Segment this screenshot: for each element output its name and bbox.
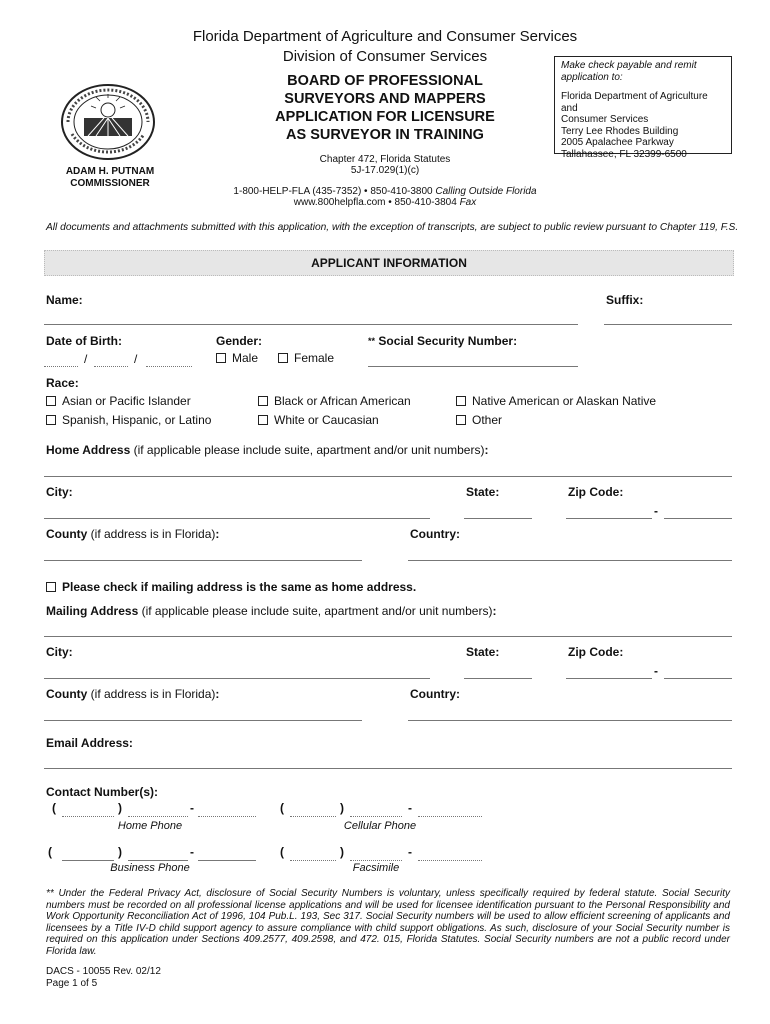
race-option[interactable] [46, 413, 211, 427]
home-address-label [46, 443, 488, 457]
colon: : [484, 443, 489, 457]
title-line: APPLICATION FOR LICENSURE [275, 109, 495, 125]
division-name: Division of Consumer Services [282, 48, 488, 65]
name-field[interactable] [44, 324, 578, 325]
cell-phone-prefix-field[interactable] [350, 816, 402, 817]
title-line: SURVEYORS AND MAPPERS [284, 91, 486, 107]
city-field[interactable] [44, 518, 430, 519]
commissioner-block [40, 166, 180, 190]
county-label [46, 527, 219, 541]
page-number: Page 1 of 5 [46, 978, 98, 989]
mailing-state-field[interactable] [464, 678, 532, 679]
county-note: (if address is in Florida) [90, 527, 216, 541]
email-label: Email Address: [46, 736, 133, 750]
male-label: Male [232, 351, 259, 365]
colon: : [492, 604, 497, 618]
phone-note: Calling Outside Florida [435, 186, 537, 197]
race-option-label: White or Caucasian [274, 413, 379, 427]
mailing-country-field[interactable] [408, 720, 732, 721]
race-option[interactable] [46, 394, 191, 408]
zip-field[interactable] [566, 518, 652, 519]
paren-open: ( [48, 845, 52, 859]
mailing-same-checkbox[interactable] [46, 582, 56, 592]
gender-male-option[interactable] [216, 351, 258, 365]
title-line: AS SURVEYOR IN TRAINING [286, 127, 484, 143]
home-phone-line-field[interactable] [198, 816, 256, 817]
form-title [240, 72, 530, 144]
payment-instructions-box [554, 56, 732, 160]
web-fax-line [180, 197, 590, 208]
county-label-bold: County [46, 687, 88, 701]
payment-address-line: Tallahassee, FL 32399-6500 [561, 148, 687, 160]
race-checkbox[interactable] [258, 415, 268, 425]
mailing-address-label-bold: Mailing Address [46, 604, 139, 618]
section-applicant-information: APPLICANT INFORMATION [44, 250, 734, 276]
statute-rule: 5J-17.029(1)(c) [350, 165, 420, 176]
ssn-label [368, 334, 517, 348]
home-phone-area-field[interactable] [62, 816, 114, 817]
dob-separator: / [134, 352, 138, 366]
commissioner-title: COMMISSIONER [70, 178, 150, 189]
website-fax: www.800helpfla.com • 850-410-3804 [293, 197, 457, 208]
mailing-address-note: (if applicable please include suite, apartment and/or unit numbers) [141, 604, 493, 618]
home-phone-prefix-field[interactable] [128, 816, 188, 817]
paren-open: ( [280, 845, 284, 859]
commissioner-name: ADAM H. PUTNAM [65, 166, 155, 177]
fax-note: Fax [459, 197, 477, 208]
dash: - [408, 801, 412, 815]
paren-close: ) [118, 801, 122, 815]
city-label: City: [46, 485, 73, 499]
home-phone-caption: Home Phone [117, 820, 183, 832]
mailing-city-label: City: [46, 645, 73, 659]
dash: - [190, 845, 194, 859]
suffix-field[interactable] [604, 324, 732, 325]
race-checkbox[interactable] [46, 415, 56, 425]
suffix-label: Suffix: [606, 293, 644, 307]
payment-address-line: Terry Lee Rhodes Building [561, 125, 679, 137]
paren-open: ( [280, 801, 284, 815]
cell-phone-area-field[interactable] [290, 816, 336, 817]
race-label: Race: [46, 376, 79, 390]
race-option-label: Asian or Pacific Islander [62, 394, 191, 408]
payment-intro: application to: [561, 71, 623, 83]
mailing-address-field[interactable] [44, 636, 732, 637]
cell-phone-caption: Cellular Phone [343, 820, 417, 832]
dash: - [190, 801, 194, 815]
ssn-footnote-mark: ** [368, 336, 376, 346]
dob-separator: / [84, 352, 88, 366]
dob-day-field[interactable] [94, 366, 128, 367]
zip-ext-field[interactable] [664, 518, 732, 519]
email-field[interactable] [44, 768, 732, 769]
paren-close: ) [118, 845, 122, 859]
race-checkbox[interactable] [46, 396, 56, 406]
race-checkbox[interactable] [456, 396, 466, 406]
race-option[interactable] [456, 394, 656, 408]
phone-line [180, 186, 590, 197]
fax-caption: Facsimile [352, 862, 400, 874]
zip-dash: - [654, 504, 658, 518]
form-id: DACS - 10055 Rev. 02/12 [46, 966, 161, 977]
privacy-footnote: ** Under the Federal Privacy Act, disclosure of Social Security Numbers is voluntary, unless specifically required by federal statute. Social Security numbers must be recorded on all professional license applications and will be used for licensee identification pursuant to the Personal Responsibility and Work Opportunity Reconciliation Act of 1996, 104 Pub.L. 193, Sec 317. Social Security numbers will be used to allow efficient screening of applicants and licensees by a Title IV-D child support agency to assure compliance with child support obligations. As such, disclosure of your Social Security number is required on this application under Sections 409.2577, 409.2598, and 472. 015, Florida Statutes. Social Security numbers are not a public record under Florida law. [46, 888, 730, 957]
state-label: State: [466, 485, 500, 499]
mailing-zip-label: Zip Code: [568, 645, 624, 659]
business-phone-line-field[interactable] [198, 860, 256, 861]
zip-label: Zip Code: [568, 485, 624, 499]
race-option[interactable] [258, 413, 379, 427]
country-label: Country: [410, 527, 460, 541]
contact-label: Contact Number(s): [46, 785, 159, 799]
mailing-county-field[interactable] [44, 720, 362, 721]
mailing-zip-ext-field[interactable] [664, 678, 732, 679]
ssn-field[interactable] [368, 366, 578, 367]
county-note: (if address is in Florida) [90, 687, 216, 701]
mailing-zip-dash: - [654, 664, 658, 678]
mailing-state-label: State: [466, 645, 500, 659]
gender-label: Gender: [216, 334, 263, 348]
business-phone-area-field[interactable] [62, 860, 114, 861]
department-name: Florida Department of Agriculture and Consumer Services [192, 28, 578, 45]
fax-area-field[interactable] [290, 860, 336, 861]
title-line: BOARD OF PROFESSIONAL [287, 73, 483, 89]
male-checkbox[interactable] [216, 353, 226, 363]
mailing-zip-field[interactable] [566, 678, 652, 679]
paren-close: ) [340, 801, 344, 815]
public-review-notice: All documents and attachments submitted with this application, with the exception of transcripts, are subject to public review pursuant to Chapter 119, F.S. [46, 222, 739, 233]
county-field[interactable] [44, 560, 362, 561]
paren-close: ) [340, 845, 344, 859]
race-checkbox[interactable] [456, 415, 466, 425]
mailing-same-label: Please check if mailing address is the same as home address. [62, 580, 417, 594]
dob-label: Date of Birth: [46, 334, 122, 348]
business-phone-caption: Business Phone [110, 862, 190, 874]
state-field[interactable] [464, 518, 532, 519]
payment-address-line: Florida Department of Agriculture and [561, 91, 708, 114]
payment-address-line: Consumer Services [561, 114, 649, 125]
fax-line-field[interactable] [418, 860, 482, 861]
colon: : [215, 527, 220, 541]
ssn-label-text: Social Security Number: [378, 334, 518, 348]
colon: : [215, 687, 220, 701]
race-option-label: Spanish, Hispanic, or Latino [62, 413, 212, 427]
phone-numbers: 1-800-HELP-FLA (435-7352) • 850-410-3800 [233, 186, 433, 197]
fax-prefix-field[interactable] [350, 860, 402, 861]
dob-year-field[interactable] [146, 366, 192, 367]
mailing-same-option[interactable] [46, 580, 416, 594]
race-option-label: Native American or Alaskan Native [472, 394, 657, 408]
home-address-label-bold: Home Address [46, 443, 131, 457]
mailing-country-label: Country: [410, 687, 460, 701]
home-address-note: (if applicable please include suite, apartment and/or unit numbers) [133, 443, 485, 457]
mailing-city-field[interactable] [44, 678, 430, 679]
paren-open: ( [52, 801, 56, 815]
statute-chapter: Chapter 472, Florida Statutes [319, 154, 451, 165]
race-option-label: Black or African American [274, 394, 411, 408]
name-label: Name: [46, 293, 83, 307]
business-phone-prefix-field[interactable] [128, 860, 188, 861]
dash: - [408, 845, 412, 859]
country-field[interactable] [408, 560, 732, 561]
gender-female-option[interactable] [278, 351, 334, 365]
race-option[interactable] [258, 394, 411, 408]
race-option[interactable] [456, 413, 502, 427]
payment-intro: Make check payable and remit [561, 60, 697, 71]
female-label: Female [294, 351, 335, 365]
mailing-county-label [46, 687, 219, 701]
cell-phone-line-field[interactable] [418, 816, 482, 817]
payment-address-line: 2005 Apalachee Parkway [561, 137, 674, 148]
race-option-label: Other [472, 413, 503, 427]
race-checkbox[interactable] [258, 396, 268, 406]
county-label-bold: County [46, 527, 88, 541]
dob-month-field[interactable] [44, 366, 78, 367]
mailing-address-label [46, 604, 496, 618]
female-checkbox[interactable] [278, 353, 288, 363]
department-seal-icon [58, 82, 158, 162]
home-address-field[interactable] [44, 476, 732, 477]
